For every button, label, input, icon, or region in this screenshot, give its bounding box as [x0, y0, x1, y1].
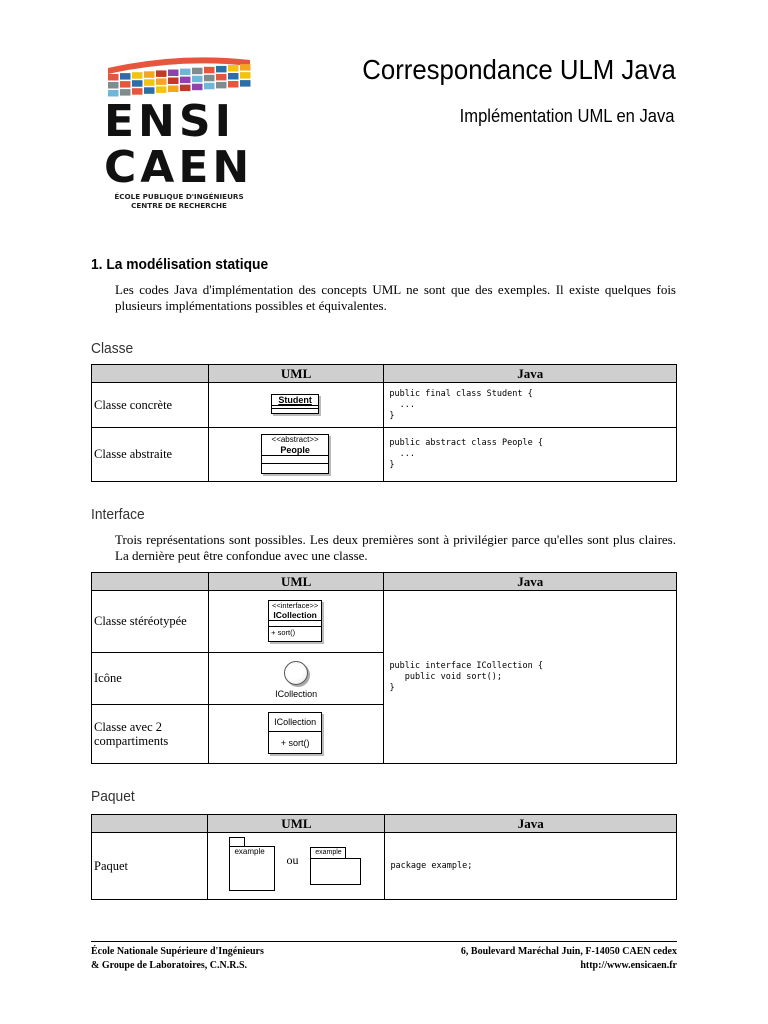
paquet-heading: Paquet: [91, 788, 135, 805]
empty-header-cell: [92, 573, 209, 591]
uml-operation: + sort(): [269, 731, 321, 754]
java-column-header: Java: [385, 815, 677, 833]
java-column-header: Java: [384, 365, 677, 383]
classe-table: [91, 364, 677, 482]
uml-class-box-student: [271, 394, 321, 416]
footer-left-1: École Nationale Supérieure d'Ingénieurs: [91, 946, 264, 957]
empty-header-cell: [92, 815, 208, 833]
uml-package-figures: [208, 835, 384, 897]
uml-column-header: UML: [208, 573, 384, 591]
uml-package-name: example: [315, 849, 342, 856]
uml-operation: + sort(): [269, 626, 321, 638]
lollipop-circle-icon: [284, 661, 308, 685]
footer-divider: [91, 941, 677, 942]
footer-right-2: http://www.ensicaen.fr: [580, 960, 677, 971]
java-code: package example;: [385, 833, 677, 900]
java-code: public abstract class People { ... }: [384, 428, 677, 482]
empty-header-cell: [92, 365, 209, 383]
uml-package-body-2: [310, 858, 361, 885]
uml-stereotype: <<interface>>: [271, 600, 319, 610]
section-intro: Les codes Java d'implémentation des concepts UML ne sont que des exemples. Il existe quelques fois plusieurs implémentations possibles et équivalentes.: [115, 282, 676, 313]
footer-right-1: 6, Boulevard Maréchal Juin, F-14050 CAEN cedex: [460, 946, 677, 957]
uml-cell: [208, 653, 384, 705]
row-label: Icône: [92, 653, 209, 705]
interface-intro: Trois représentations sont possibles. Les deux premières sont à privilégier parce qu'elles sont plus claires. La dernière peut être confondue avec une classe.: [115, 532, 676, 563]
or-label: ou: [286, 853, 299, 867]
logo-word-caen: CAEN: [104, 142, 254, 193]
java-column-header: Java: [384, 573, 677, 591]
row-label: Classe concrète: [92, 383, 209, 428]
row-label: Classe stéréotypée: [92, 591, 209, 653]
row-label: Classe avec 2 compartiments: [92, 705, 209, 764]
table-header-row: [92, 573, 677, 591]
uml-cell: [208, 833, 385, 900]
uml-interface-name: ICollection: [273, 609, 317, 620]
uml-interface-name: ICollection: [274, 717, 317, 727]
table-header-row: [92, 815, 677, 833]
logo-subtitle-2: CENTRE DE RECHERCHE: [131, 201, 227, 210]
ensicaen-logo: [104, 52, 254, 212]
page-subtitle: Implémentation UML en Java: [459, 106, 674, 126]
page-title: Correspondance ULM Java: [362, 54, 676, 85]
uml-column-header: UML: [208, 365, 384, 383]
uml-interface-name: ICollection: [275, 688, 318, 699]
table-header-row: [92, 365, 677, 383]
uml-class-name: People: [280, 444, 310, 455]
uml-interface-box-stereotyped: [268, 600, 324, 644]
row-label: Paquet: [92, 833, 208, 900]
logo-subtitle-1: ÉCOLE PUBLIQUE D'INGÉNIEURS: [114, 192, 244, 201]
footer-left-2: & Groupe de Laboratoires, C.N.R.S.: [91, 960, 248, 971]
java-code: public final class Student { ... }: [384, 383, 677, 428]
uml-package-name: example: [234, 847, 265, 856]
paquet-table: [91, 814, 677, 900]
java-code: public interface ICollection { public void sort(); }: [384, 591, 677, 764]
uml-cell: [208, 428, 384, 482]
table-row: [92, 383, 677, 428]
uml-interface-box-two-compartments: [268, 712, 324, 756]
logo-stripes-graphic: [104, 52, 254, 102]
table-row: [92, 428, 677, 482]
row-label: Classe abstraite: [92, 428, 209, 482]
table-row: [92, 833, 677, 900]
section-heading: 1. La modélisation statique: [91, 256, 269, 273]
classe-heading: Classe: [91, 340, 134, 357]
uml-package-body-1: [229, 846, 275, 891]
uml-stereotype: <<abstract>>: [271, 434, 319, 444]
uml-column-header: UML: [208, 815, 385, 833]
uml-cell: [208, 591, 384, 653]
interface-table: [91, 572, 677, 764]
uml-cell: [208, 705, 384, 764]
uml-class-name: Student: [278, 395, 312, 405]
table-row: [92, 591, 677, 653]
uml-class-box-people: [261, 434, 331, 476]
uml-cell: [208, 383, 384, 428]
logo-word-ensi: ENSI: [104, 96, 235, 147]
interface-heading: Interface: [91, 506, 145, 523]
